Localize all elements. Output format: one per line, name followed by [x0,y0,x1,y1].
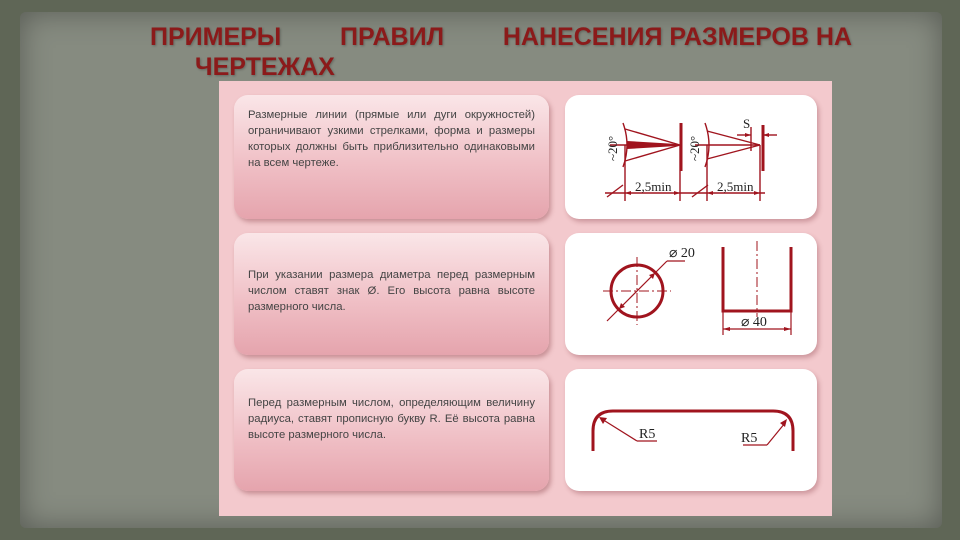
radius-label-1: R5 [639,427,656,442]
drawing-card-radius [565,369,817,491]
angle-label-2: ~20° [687,135,702,161]
card-text-arrows: Размерные линии (прямые или дуги окружностей) ограничивают узкими стрелками, форма и размеры которых должны быть приблизительно одинаковыми на всем чертеже. [248,109,535,169]
radius-drawing [565,369,817,491]
drawing-card-arrows [565,95,817,219]
title-line-2: ЧЕРТЕЖАХ [195,53,335,81]
diameter-drawing [565,233,817,355]
drawing-card-diameter [565,233,817,355]
text-card-arrows [234,95,549,219]
min-label-1: 2,5min [635,179,672,194]
diameter-label-20: ⌀ 20 [669,246,695,261]
title-word-3: НАНЕСЕНИЯ РАЗМЕРОВ НА [502,23,852,51]
text-card-radius [234,369,549,491]
angle-label-1: ~20° [605,135,620,161]
card-text-diameter: При указании размера диаметра перед размерным числом ставят знак Ø. Его высота равна высоте размерного числа. [248,269,535,313]
s-label: S [743,116,751,131]
diameter-label-40: ⌀ 40 [741,315,767,330]
page-title [150,22,852,82]
card-text-radius: Перед размерным числом, определяющим величину радиуса, ставят прописную букву R. Её высота равна высоте размерного числа. [248,397,535,441]
content-panel [219,81,832,516]
text-card-diameter [234,233,549,355]
radius-label-2: R5 [741,431,758,446]
arrow-drawing [565,95,817,219]
title-word-2: ПРАВИЛ [340,23,445,51]
title-word-1: ПРИМЕРЫ [150,23,282,51]
min-label-2: 2,5min [717,179,754,194]
